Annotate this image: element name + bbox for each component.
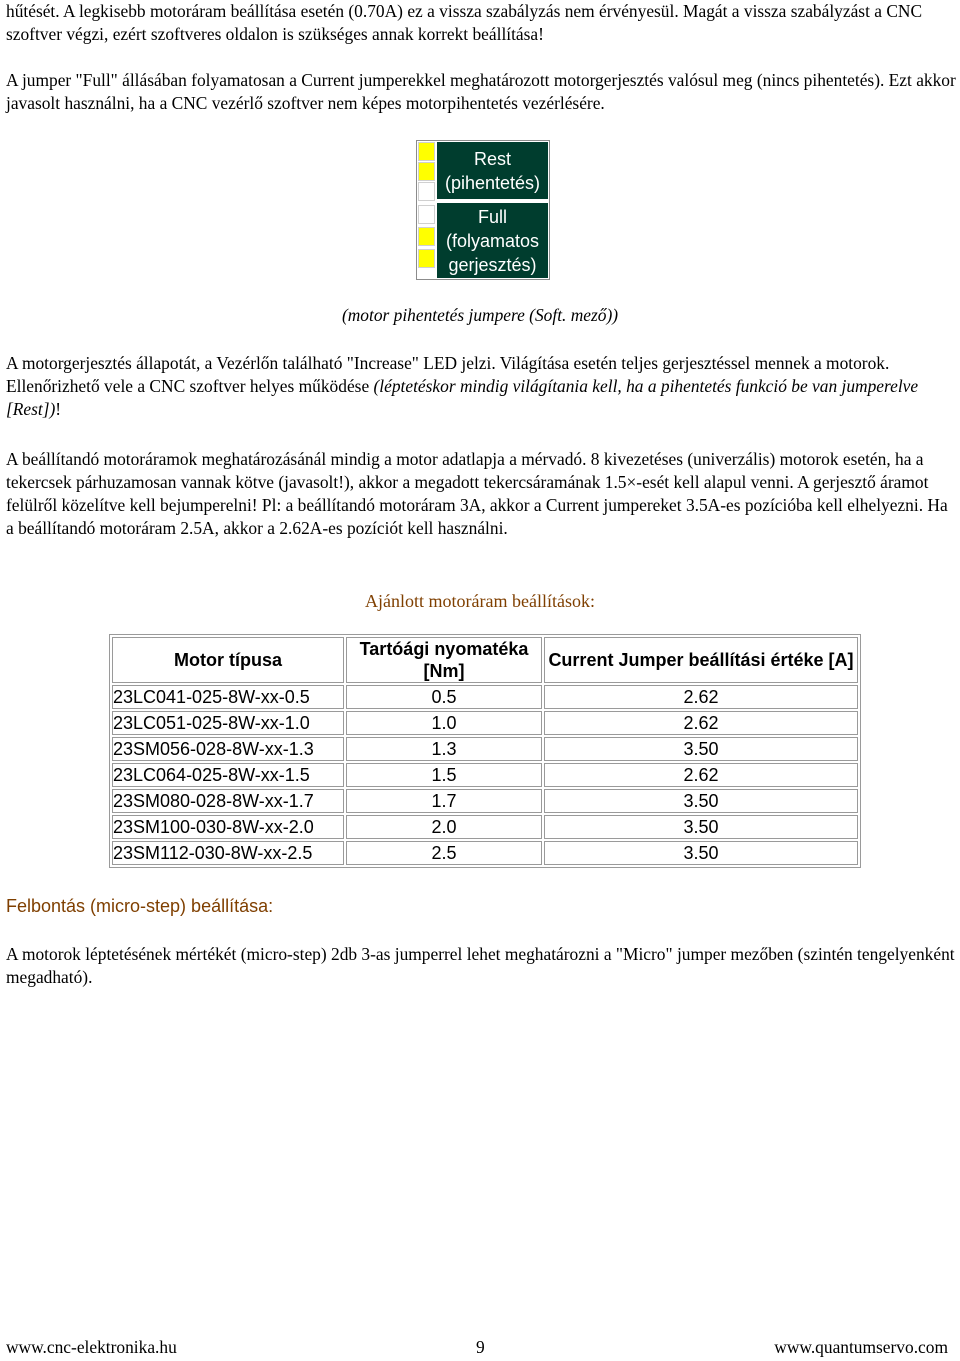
cell-jumper-value: 3.50: [544, 815, 858, 839]
paragraph-led-text: A motorgerjesztés állapotát, a Vezérlőn található "Increase" LED jelzi. Világítása esetén teljes gerjesztéssel mennek a motorok. Ellenőrizhető vele a CNC szoftver helyes működése: [6, 353, 890, 396]
cell-jumper-value: 3.50: [544, 789, 858, 813]
table-title: Ajánlott motoráram beállítások:: [365, 591, 595, 611]
table-row: [112, 789, 858, 813]
paragraph-current: A beállítandó motoráramok meghatározásánál mindig a motor adatlapja a mérvadó. 8 kivezetéses (univerzális) motorok esetén, ha a tekercsek párhuzamosan vannak kötve (javasolt!), akkor a megadott tekercsáramának 1.5×-esét kell alapul venni. A gerjesztő áramot felülről közelítve kell bejumperelni! Pl: a beállítandó motoráram 3A, akkor a Current jumpereket 3.5A-es pozícióba kell elhelyezni. Ha a beállítandó motoráram 2.5A, akkor a 2.62A-es pozíciót kell használni.: [6, 449, 948, 538]
cell-motor-type: 23SM080-028-8W-xx-1.7: [112, 789, 344, 813]
cell-motor-type: 23SM056-028-8W-xx-1.3: [112, 737, 344, 761]
cell-motor-type: 23SM112-030-8W-xx-2.5: [112, 841, 344, 865]
cell-motor-type: 23LC051-025-8W-xx-1.0: [112, 711, 344, 735]
jumper-label-full: [437, 203, 548, 278]
cell-torque: 1.5: [346, 763, 542, 787]
cell-motor-type: 23LC041-025-8W-xx-0.5: [112, 685, 344, 709]
cell-jumper-value: 2.62: [544, 711, 858, 735]
jumper-caption: (motor pihentetés jumpere (Soft. mező)): [341, 305, 619, 325]
jumper-pin-5: [418, 227, 435, 246]
header-torque: Tartóági nyomatéka [Nm]: [346, 637, 542, 683]
cell-jumper-value: 3.50: [544, 841, 858, 865]
jumper-pins: [417, 141, 435, 279]
jumper-pin-6: [418, 249, 435, 268]
table-header-row: [112, 637, 858, 683]
jumper-pin-2: [418, 162, 435, 181]
cell-motor-type: 23LC064-025-8W-xx-1.5: [112, 763, 344, 787]
paragraph-led-end: !: [55, 399, 62, 419]
cell-motor-type: 23SM100-030-8W-xx-2.0: [112, 815, 344, 839]
table-row: [112, 685, 858, 709]
section-title-microstep: Felbontás (micro-step) beállítása:: [6, 896, 274, 916]
jumper-full-text: Full: [477, 207, 507, 227]
jumper-rest-text: Rest: [473, 149, 511, 169]
table-row: [112, 841, 858, 865]
jumper-rest-subtext: (pihentetés): [444, 173, 541, 193]
paragraph-intro: hűtését. A legkisebb motoráram beállítása esetén (0.70A) ez a vissza szabályzás nem érvényesül. Magát a vissza szabályzást a CNC szoftver végzi, ezért szoftveres oldalon is szükséges annak korrekt beállítása!: [6, 1, 923, 44]
paragraph-led-italic: (léptetéskor mindig világítania kell, ha a pihentetés funkció be van jumperelve [Rest]): [6, 376, 919, 419]
jumper-pin-4: [418, 205, 435, 224]
cell-torque: 1.3: [346, 737, 542, 761]
header-jumper-value: Current Jumper beállítási értéke [A]: [544, 637, 858, 683]
cell-torque: 2.5: [346, 841, 542, 865]
header-motor-type: Motor típusa: [112, 637, 344, 683]
paragraph-full-jumper: A jumper "Full" állásában folyamatosan a Current jumperekkel meghatározott motorgerjesztés valósul meg (nincs pihentetés). Ezt akkor javasolt használni, ha a CNC vezérlő szoftver nem képes motorpihentetés vezérlésére.: [6, 70, 956, 113]
cell-jumper-value: 3.50: [544, 737, 858, 761]
jumper-pin-1: [418, 142, 435, 161]
table-row: [112, 711, 858, 735]
jumper-full-subtext-1: (folyamatos: [445, 231, 540, 251]
jumper-pin-3: [418, 182, 435, 201]
paragraph-microstep: A motorok léptetésének mértékét (micro-step) 2db 3-as jumperrel lehet meghatározni a "Micro" jumper mezőben (szintén tengelyenként megadható).: [6, 944, 955, 987]
paragraph-led: [6, 352, 956, 421]
footer-left-url[interactable]: www.cnc-elektronika.hu: [6, 1337, 177, 1357]
cell-jumper-value: 2.62: [544, 763, 858, 787]
motor-current-table: [109, 634, 861, 868]
footer-page-number: 9: [476, 1337, 485, 1357]
table-row: [112, 815, 858, 839]
jumper-label-rest: [437, 142, 548, 199]
cell-torque: 1.0: [346, 711, 542, 735]
cell-torque: 0.5: [346, 685, 542, 709]
footer-right-url[interactable]: www.quantumservo.com: [774, 1337, 948, 1357]
jumper-diagram: [416, 140, 550, 280]
table-row: [112, 763, 858, 787]
table-row: [112, 737, 858, 761]
jumper-full-subtext-2: gerjesztés): [448, 255, 537, 275]
cell-jumper-value: 2.62: [544, 685, 858, 709]
cell-torque: 2.0: [346, 815, 542, 839]
cell-torque: 1.7: [346, 789, 542, 813]
